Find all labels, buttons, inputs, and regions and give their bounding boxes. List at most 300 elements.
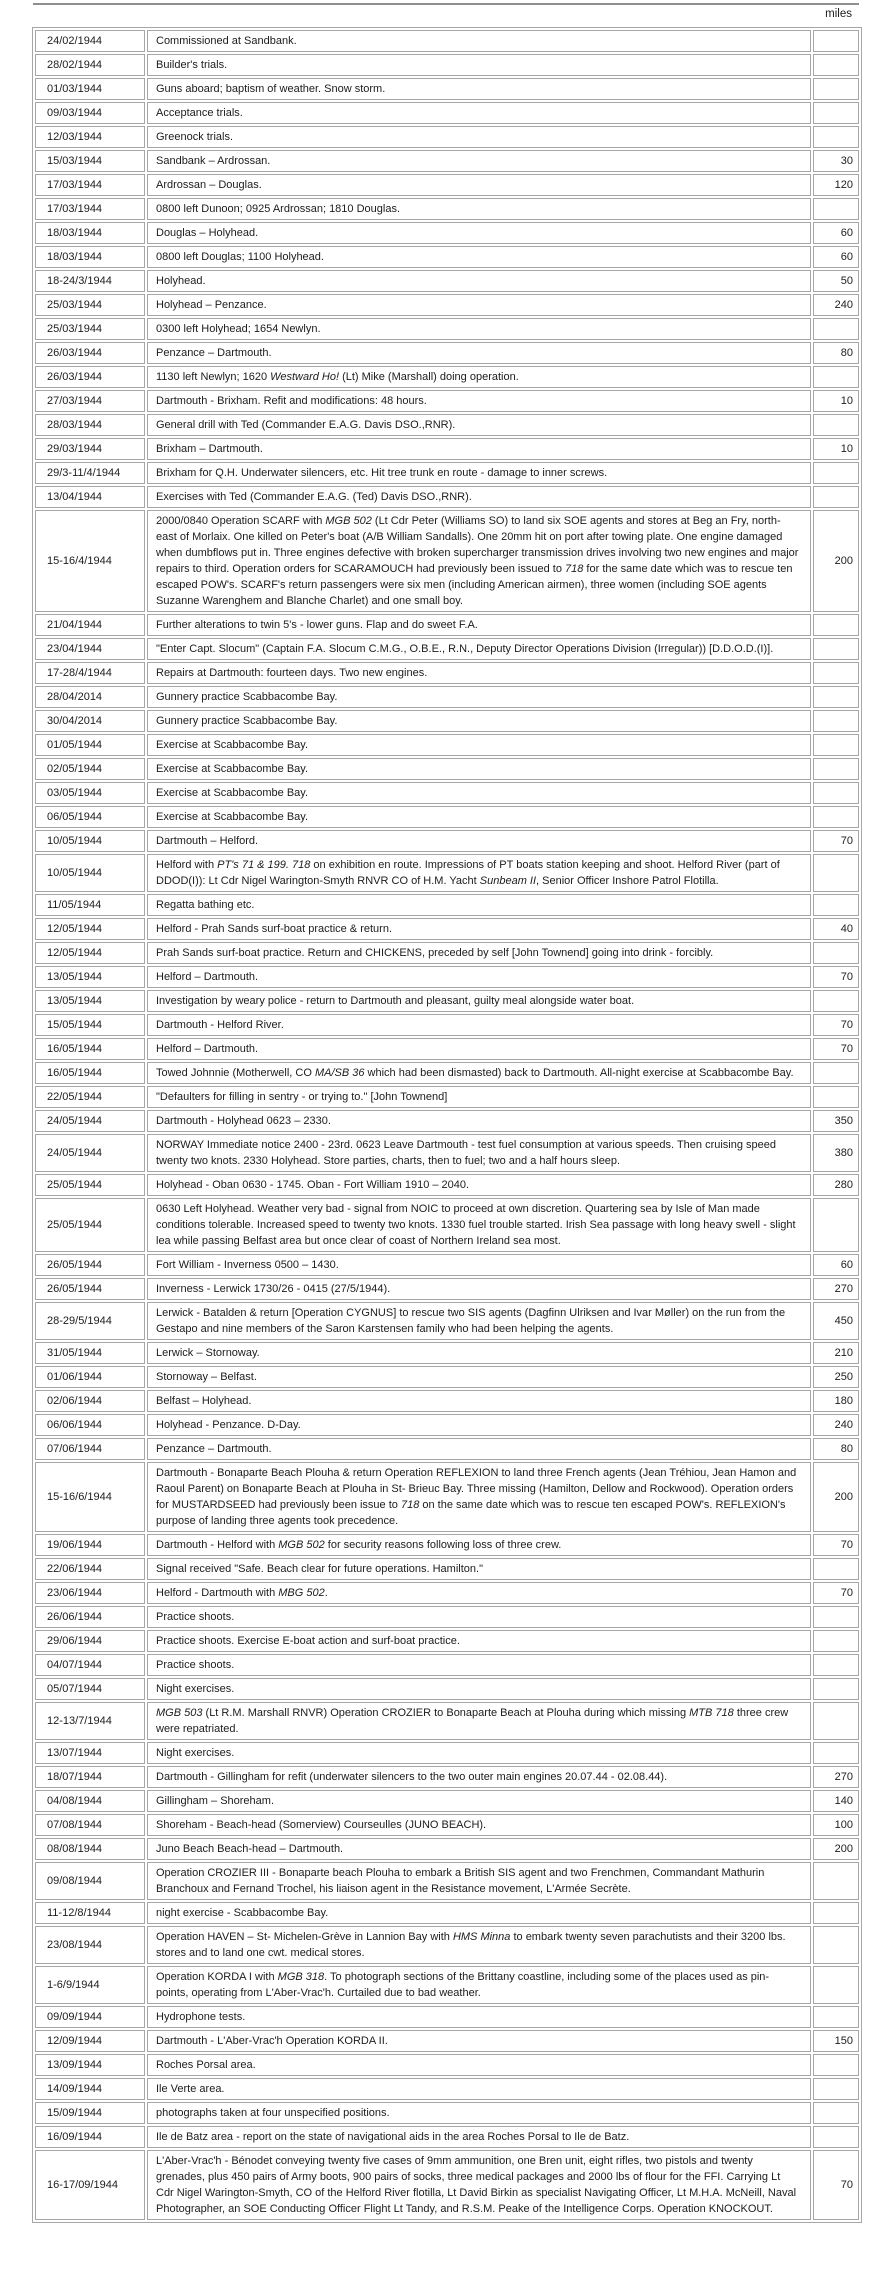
table-row <box>35 1702 859 1740</box>
description-cell: Operation KORDA I with MGB 318. To photograph sections of the Brittany coastline, including some of the places used as pin-points, operating from L'Aber-Vrac'h. Curtailed due to bad weather. <box>147 1966 811 2004</box>
miles-cell <box>813 686 859 708</box>
date-cell: 15-16/6/1944 <box>35 1462 145 1532</box>
date-cell: 06/05/1944 <box>35 806 145 828</box>
table-row <box>35 270 859 292</box>
table-row <box>35 1862 859 1900</box>
date-cell: 24/05/1944 <box>35 1134 145 1172</box>
miles-cell <box>813 126 859 148</box>
table-row <box>35 366 859 388</box>
description-cell: night exercise - Scabbacombe Bay. <box>147 1902 811 1924</box>
description-cell: Operation CROZIER III - Bonaparte beach Plouha to embark a British SIS agent and two Frenchmen, Commandant Mathurin Branchoux and Fernand Trochel, his liaison agent in the Resistance movement, L'Armée Secrète. <box>147 1862 811 1900</box>
date-cell: 12/09/1944 <box>35 2030 145 2052</box>
date-cell: 17/03/1944 <box>35 198 145 220</box>
description-cell: Gunnery practice Scabbacombe Bay. <box>147 710 811 732</box>
description-cell: Regatta bathing etc. <box>147 894 811 916</box>
table-row <box>35 1654 859 1676</box>
miles-cell: 60 <box>813 222 859 244</box>
table-row <box>35 2126 859 2148</box>
table-row <box>35 734 859 756</box>
date-cell: 28/04/2014 <box>35 686 145 708</box>
table-row <box>35 966 859 988</box>
miles-cell: 50 <box>813 270 859 292</box>
description-cell: Lerwick - Batalden & return [Operation CYGNUS] to rescue two SIS agents (Dagfinn Ulriksen and Ivar Møller) on the run from the Gestapo and nine members of the Saron Karstensen family who had been helping the agents. <box>147 1302 811 1340</box>
description-cell: Exercise at Scabbacombe Bay. <box>147 734 811 756</box>
table-row <box>35 1742 859 1764</box>
table-row <box>35 246 859 268</box>
description-cell: Brixham for Q.H. Underwater silencers, etc. Hit tree trunk en route - damage to inner screws. <box>147 462 811 484</box>
table-row <box>35 1534 859 1556</box>
date-cell: 18/03/1944 <box>35 246 145 268</box>
table-row <box>35 1174 859 1196</box>
miles-cell <box>813 1678 859 1700</box>
miles-cell <box>813 1702 859 1740</box>
table-row <box>35 1630 859 1652</box>
date-cell: 18-24/3/1944 <box>35 270 145 292</box>
miles-cell <box>813 614 859 636</box>
miles-cell: 140 <box>813 1790 859 1812</box>
miles-cell <box>813 486 859 508</box>
date-cell: 04/08/1944 <box>35 1790 145 1812</box>
miles-cell: 60 <box>813 246 859 268</box>
description-cell: Dartmouth - Helford River. <box>147 1014 811 1036</box>
vessel-name: MGB 318 <box>277 1971 325 1983</box>
date-cell: 28/03/1944 <box>35 414 145 436</box>
vessel-name: PT's 71 & 199. 718 <box>217 859 311 871</box>
miles-cell: 270 <box>813 1766 859 1788</box>
table-row <box>35 174 859 196</box>
table-row <box>35 1558 859 1580</box>
date-cell: 07/08/1944 <box>35 1814 145 1836</box>
description-cell: Investigation by weary police - return to Dartmouth and pleasant, guilty meal alongside water boat. <box>147 990 811 1012</box>
miles-cell: 120 <box>813 174 859 196</box>
description-cell: Juno Beach Beach-head – Dartmouth. <box>147 1838 811 1860</box>
table-row <box>35 54 859 76</box>
table-row <box>35 294 859 316</box>
table-row <box>35 150 859 172</box>
table-row <box>35 1278 859 1300</box>
miles-cell: 270 <box>813 1278 859 1300</box>
date-cell: 22/06/1944 <box>35 1558 145 1580</box>
description-cell: NORWAY Immediate notice 2400 - 23rd. 0623 Leave Dartmouth - test fuel consumption at various speeds. Then cruising speed twenty two knots. 2330 Holyhead. Store parties, charts, then to fuel; two and a half hours sleep. <box>147 1134 811 1172</box>
table-row <box>35 1254 859 1276</box>
table-row <box>35 390 859 412</box>
table-row <box>35 1926 859 1964</box>
miles-cell <box>813 54 859 76</box>
description-cell: Practice shoots. <box>147 1606 811 1628</box>
table-row <box>35 1606 859 1628</box>
miles-cell <box>813 1742 859 1764</box>
date-cell: 09/09/1944 <box>35 2006 145 2028</box>
vessel-name: MGB 502 <box>278 1539 325 1551</box>
date-cell: 29/06/1944 <box>35 1630 145 1652</box>
description-cell: Penzance – Dartmouth. <box>147 1438 811 1460</box>
table-row <box>35 438 859 460</box>
date-cell: 01/05/1944 <box>35 734 145 756</box>
description-cell: Holyhead - Penzance. D-Day. <box>147 1414 811 1436</box>
miles-cell: 200 <box>813 1838 859 1860</box>
miles-cell <box>813 854 859 892</box>
date-cell: 24/05/1944 <box>35 1110 145 1132</box>
description-cell: General drill with Ted (Commander E.A.G. Davis DSO.,RNR). <box>147 414 811 436</box>
miles-cell: 70 <box>813 1038 859 1060</box>
miles-cell: 10 <box>813 438 859 460</box>
description-cell: Holyhead. <box>147 270 811 292</box>
miles-cell <box>813 414 859 436</box>
description-cell: Douglas – Holyhead. <box>147 222 811 244</box>
date-cell: 15/09/1944 <box>35 2102 145 2124</box>
date-cell: 05/07/1944 <box>35 1678 145 1700</box>
date-cell: 10/05/1944 <box>35 854 145 892</box>
table-row <box>35 1438 859 1460</box>
description-cell: Exercise at Scabbacombe Bay. <box>147 806 811 828</box>
date-cell: 16/05/1944 <box>35 1062 145 1084</box>
description-cell: 0800 left Douglas; 1100 Holyhead. <box>147 246 811 268</box>
miles-cell <box>813 894 859 916</box>
table-row <box>35 1342 859 1364</box>
description-cell: Exercises with Ted (Commander E.A.G. (Ted) Davis DSO.,RNR). <box>147 486 811 508</box>
description-cell: Greenock trials. <box>147 126 811 148</box>
description-cell: Stornoway – Belfast. <box>147 1366 811 1388</box>
miles-cell <box>813 198 859 220</box>
date-cell: 04/07/1944 <box>35 1654 145 1676</box>
description-cell: Dartmouth - L'Aber-Vrac'h Operation KORDA II. <box>147 2030 811 2052</box>
miles-cell: 70 <box>813 2150 859 2220</box>
miles-cell <box>813 758 859 780</box>
description-cell: Helford – Dartmouth. <box>147 1038 811 1060</box>
table-row <box>35 102 859 124</box>
description-cell: Gunnery practice Scabbacombe Bay. <box>147 686 811 708</box>
vessel-name: Sunbeam II <box>479 875 537 887</box>
vessel-name: Westward Ho! <box>270 371 340 383</box>
date-cell: 26/06/1944 <box>35 1606 145 1628</box>
table-row <box>35 1134 859 1172</box>
miles-cell <box>813 2078 859 2100</box>
miles-cell <box>813 1862 859 1900</box>
table-row <box>35 854 859 892</box>
miles-cell <box>813 78 859 100</box>
date-cell: 25/03/1944 <box>35 294 145 316</box>
description-cell: Practice shoots. <box>147 1654 811 1676</box>
log-table-body <box>35 30 859 2220</box>
table-row <box>35 806 859 828</box>
date-cell: 22/05/1944 <box>35 1086 145 1108</box>
date-cell: 16/09/1944 <box>35 2126 145 2148</box>
description-cell: Exercise at Scabbacombe Bay. <box>147 782 811 804</box>
miles-cell: 80 <box>813 342 859 364</box>
miles-cell: 40 <box>813 918 859 940</box>
description-cell: MGB 503 (Lt R.M. Marshall RNVR) Operation CROZIER to Bonaparte Beach at Plouha during which missing MTB 718 three crew were repatriated. <box>147 1702 811 1740</box>
date-cell: 26/05/1944 <box>35 1278 145 1300</box>
table-row <box>35 1582 859 1604</box>
date-cell: 30/04/2014 <box>35 710 145 732</box>
miles-cell <box>813 990 859 1012</box>
description-cell: "Defaulters for filling in sentry - or trying to." [John Townend] <box>147 1086 811 1108</box>
miles-cell <box>813 710 859 732</box>
table-row <box>35 1086 859 1108</box>
date-cell: 27/03/1944 <box>35 390 145 412</box>
miles-cell: 200 <box>813 1462 859 1532</box>
date-cell: 25/05/1944 <box>35 1198 145 1252</box>
table-row <box>35 30 859 52</box>
date-cell: 13/07/1944 <box>35 1742 145 1764</box>
description-cell: Ardrossan – Douglas. <box>147 174 811 196</box>
date-cell: 09/08/1944 <box>35 1862 145 1900</box>
miles-cell: 280 <box>813 1174 859 1196</box>
voyage-log-table <box>32 27 862 2223</box>
miles-cell: 380 <box>813 1134 859 1172</box>
miles-cell <box>813 30 859 52</box>
description-cell: Towed Johnnie (Motherwell, CO MA/SB 36 which had been dismasted) back to Dartmouth. All-night exercise at Scabbacombe Bay. <box>147 1062 811 1084</box>
table-row <box>35 638 859 660</box>
vessel-name: MTB 718 <box>689 1707 734 1719</box>
table-row <box>35 78 859 100</box>
description-cell: Gillingham – Shoreham. <box>147 1790 811 1812</box>
description-cell: Operation HAVEN – St- Michelen-Grève in Lannion Bay with HMS Minna to embark twenty seven parachutists and their 3200 lbs. stores and to land one cwt. medical stores. <box>147 1926 811 1964</box>
date-cell: 1-6/9/1944 <box>35 1966 145 2004</box>
description-cell: 1130 left Newlyn; 1620 Westward Ho! (Lt) Mike (Marshall) doing operation. <box>147 366 811 388</box>
description-cell: Shoreham - Beach-head (Somerview) Courseulles (JUNO BEACH). <box>147 1814 811 1836</box>
table-row <box>35 1966 859 2004</box>
table-row <box>35 1902 859 1924</box>
miles-cell <box>813 2006 859 2028</box>
table-row <box>35 1198 859 1252</box>
miles-cell <box>813 2126 859 2148</box>
description-cell: Further alterations to twin 5's - lower guns. Flap and do sweet F.A. <box>147 614 811 636</box>
miles-cell <box>813 1558 859 1580</box>
date-cell: 18/07/1944 <box>35 1766 145 1788</box>
date-cell: 08/08/1944 <box>35 1838 145 1860</box>
miles-cell: 450 <box>813 1302 859 1340</box>
table-row <box>35 1766 859 1788</box>
miles-cell <box>813 662 859 684</box>
table-row <box>35 1678 859 1700</box>
table-row <box>35 2006 859 2028</box>
table-row <box>35 710 859 732</box>
miles-cell: 100 <box>813 1814 859 1836</box>
table-row <box>35 942 859 964</box>
description-cell: Dartmouth - Gillingham for refit (underwater silencers to the two outer main engines 20.07.44 - 02.08.44). <box>147 1766 811 1788</box>
miles-cell <box>813 366 859 388</box>
date-cell: 28/02/1944 <box>35 54 145 76</box>
description-cell: Lerwick – Stornoway. <box>147 1342 811 1364</box>
date-cell: 31/05/1944 <box>35 1342 145 1364</box>
date-cell: 15/05/1944 <box>35 1014 145 1036</box>
miles-cell: 210 <box>813 1342 859 1364</box>
description-cell: Helford – Dartmouth. <box>147 966 811 988</box>
description-cell: Brixham – Dartmouth. <box>147 438 811 460</box>
table-row <box>35 1814 859 1836</box>
date-cell: 01/03/1944 <box>35 78 145 100</box>
description-cell: Dartmouth - Helford with MGB 502 for security reasons following loss of three crew. <box>147 1534 811 1556</box>
description-cell: Dartmouth – Helford. <box>147 830 811 852</box>
table-row <box>35 2054 859 2076</box>
miles-cell <box>813 1086 859 1108</box>
miles-cell <box>813 1654 859 1676</box>
description-cell: Prah Sands surf-boat practice. Return and CHICKENS, preceded by self [John Townend] going into drink - forcibly. <box>147 942 811 964</box>
date-cell: 26/03/1944 <box>35 342 145 364</box>
page-top-rule <box>33 3 859 5</box>
description-cell: Helford - Prah Sands surf-boat practice & return. <box>147 918 811 940</box>
date-cell: 12-13/7/1944 <box>35 1702 145 1740</box>
date-cell: 14/09/1944 <box>35 2078 145 2100</box>
table-row <box>35 1302 859 1340</box>
miles-cell <box>813 462 859 484</box>
table-row <box>35 918 859 940</box>
table-row <box>35 2150 859 2220</box>
miles-cell <box>813 638 859 660</box>
description-cell: Holyhead – Penzance. <box>147 294 811 316</box>
date-cell: 16/05/1944 <box>35 1038 145 1060</box>
vessel-name: HMS Minna <box>452 1931 511 1943</box>
date-cell: 11/05/1944 <box>35 894 145 916</box>
date-cell: 16-17/09/1944 <box>35 2150 145 2220</box>
date-cell: 06/06/1944 <box>35 1414 145 1436</box>
table-row <box>35 1390 859 1412</box>
miles-cell: 250 <box>813 1366 859 1388</box>
date-cell: 15-16/4/1944 <box>35 510 145 612</box>
table-row <box>35 342 859 364</box>
table-row <box>35 198 859 220</box>
date-cell: 24/02/1944 <box>35 30 145 52</box>
miles-cell <box>813 806 859 828</box>
date-cell: 25/03/1944 <box>35 318 145 340</box>
date-cell: 13/05/1944 <box>35 990 145 1012</box>
date-cell: 26/05/1944 <box>35 1254 145 1276</box>
table-row <box>35 2102 859 2124</box>
description-cell: Sandbank – Ardrossan. <box>147 150 811 172</box>
table-row <box>35 1038 859 1060</box>
miles-cell: 150 <box>813 2030 859 2052</box>
miles-cell <box>813 942 859 964</box>
miles-cell <box>813 1966 859 2004</box>
miles-cell <box>813 318 859 340</box>
table-row <box>35 414 859 436</box>
date-cell: 23/08/1944 <box>35 1926 145 1964</box>
table-row <box>35 758 859 780</box>
table-row <box>35 1366 859 1388</box>
table-row <box>35 894 859 916</box>
description-cell: Repairs at Dartmouth: fourteen days. Two new engines. <box>147 662 811 684</box>
description-cell: 0800 left Dunoon; 0925 Ardrossan; 1810 Douglas. <box>147 198 811 220</box>
miles-cell: 80 <box>813 1438 859 1460</box>
description-cell: 2000/0840 Operation SCARF with MGB 502 (Lt Cdr Peter (Williams SO) to land six SOE agents and stores at Beg an Fry, north-east of Morlaix. One killed on Peter's boat (A/B William Sandalls). One 20mm hit on port after towing plate. One engine damaged when dumbflows put in. Three engines defective with broken supercharger transmission drives involving two new engines and major repairs to third. Operation orders for SCARAMOUCH had previously been issued to 718 for the same date which was to rescue ten escaped POW's. SCARF's return passengers were six men (including American airmen), three women (including SOE agents Suzanne Warenghem and Blanche Charlet) and one small boy. <box>147 510 811 612</box>
table-row <box>35 1014 859 1036</box>
miles-cell <box>813 1926 859 1964</box>
date-cell: 29/3-11/4/1944 <box>35 462 145 484</box>
date-cell: 12/05/1944 <box>35 942 145 964</box>
description-cell: Guns aboard; baptism of weather. Snow storm. <box>147 78 811 100</box>
miles-cell: 240 <box>813 294 859 316</box>
miles-cell <box>813 1198 859 1252</box>
date-cell: 26/03/1944 <box>35 366 145 388</box>
miles-cell: 10 <box>813 390 859 412</box>
date-cell: 02/05/1944 <box>35 758 145 780</box>
table-row <box>35 782 859 804</box>
miles-cell <box>813 2102 859 2124</box>
table-row <box>35 1462 859 1532</box>
table-row <box>35 1414 859 1436</box>
table-row <box>35 318 859 340</box>
table-row <box>35 614 859 636</box>
description-cell: Holyhead - Oban 0630 - 1745. Oban - Fort William 1910 – 2040. <box>147 1174 811 1196</box>
table-row <box>35 2078 859 2100</box>
description-cell: Acceptance trials. <box>147 102 811 124</box>
miles-cell: 70 <box>813 966 859 988</box>
description-cell: Helford - Dartmouth with MBG 502. <box>147 1582 811 1604</box>
description-cell: Dartmouth - Bonaparte Beach Plouha & return Operation REFLEXION to land three French agents (Jean Tréhiou, Jean Hamon and Raoul Parent) on Bonaparte Beach at Plouha in St- Brieuc Bay. Three missing (Hamilton, Dellow and Rockwood). Operation orders for MUSTARDSEED had previously been issue to 718 on the same date which was to rescue ten escaped POW's. REFLEXION's purpose of landing three agents took precedence. <box>147 1462 811 1532</box>
vessel-name: 718 <box>565 563 584 575</box>
miles-cell: 350 <box>813 1110 859 1132</box>
miles-cell <box>813 782 859 804</box>
date-cell: 17/03/1944 <box>35 174 145 196</box>
table-row <box>35 1110 859 1132</box>
description-cell: Night exercises. <box>147 1742 811 1764</box>
miles-cell: 70 <box>813 1534 859 1556</box>
table-row <box>35 462 859 484</box>
table-row <box>35 1790 859 1812</box>
miles-column-header: miles <box>825 8 852 20</box>
table-row <box>35 662 859 684</box>
description-cell: Builder's trials. <box>147 54 811 76</box>
description-cell: Commissioned at Sandbank. <box>147 30 811 52</box>
miles-cell: 240 <box>813 1414 859 1436</box>
miles-cell <box>813 1630 859 1652</box>
table-row <box>35 510 859 612</box>
date-cell: 09/03/1944 <box>35 102 145 124</box>
date-cell: 11-12/8/1944 <box>35 1902 145 1924</box>
description-cell: Night exercises. <box>147 1678 811 1700</box>
description-cell: Fort William - Inverness 0500 – 1430. <box>147 1254 811 1276</box>
description-cell: L'Aber-Vrac'h - Bénodet conveying twenty five cases of 9mm ammunition, one Bren unit, eight rifles, two pistols and twenty grenades, plus 450 pairs of Army boots, 900 pairs of socks, three medical packages and 2000 lbs of flour for the FFI. Carrying Lt Cdr Nigel Warington-Smyth, CO of the Helford River flotilla, Lt David Birkin as specialist Navigating Officer, Lt M.H.A. McNeill, Naval Photographer, an SOE Conducting Officer Flight Lt Tandy, and R.S.M. Peake of the Intelligence Corps. Operation KNOCKOUT. <box>147 2150 811 2220</box>
date-cell: 25/05/1944 <box>35 1174 145 1196</box>
table-row <box>35 830 859 852</box>
date-cell: 19/06/1944 <box>35 1534 145 1556</box>
date-cell: 02/06/1944 <box>35 1390 145 1412</box>
vessel-name: MBG 502 <box>278 1587 325 1599</box>
miles-cell <box>813 102 859 124</box>
date-cell: 13/04/1944 <box>35 486 145 508</box>
miles-cell <box>813 2054 859 2076</box>
table-row <box>35 222 859 244</box>
description-cell: Dartmouth - Holyhead 0623 – 2330. <box>147 1110 811 1132</box>
miles-cell <box>813 1902 859 1924</box>
date-cell: 10/05/1944 <box>35 830 145 852</box>
date-cell: 13/05/1944 <box>35 966 145 988</box>
table-row <box>35 990 859 1012</box>
miles-cell: 70 <box>813 1014 859 1036</box>
vessel-name: MGB 503 <box>156 1707 203 1719</box>
description-cell: Ile Verte area. <box>147 2078 811 2100</box>
date-cell: 17-28/4/1944 <box>35 662 145 684</box>
date-cell: 01/06/1944 <box>35 1366 145 1388</box>
description-cell: Roches Porsal area. <box>147 2054 811 2076</box>
date-cell: 15/03/1944 <box>35 150 145 172</box>
description-cell: 0630 Left Holyhead. Weather very bad - signal from NOIC to proceed at own discretion. Quartering sea by Isle of Man made conditions tolerable. Increased speed to twenty two knots. 1330 fuel trouble started. Irish Sea passage with long heavy swell - slight lea while passing Belfast area but once clear of coast of Northern Ireland sea most. <box>147 1198 811 1252</box>
date-cell: 07/06/1944 <box>35 1438 145 1460</box>
miles-cell: 200 <box>813 510 859 612</box>
table-row <box>35 1838 859 1860</box>
date-cell: 12/05/1944 <box>35 918 145 940</box>
table-row <box>35 2030 859 2052</box>
miles-cell: 180 <box>813 1390 859 1412</box>
description-cell: Practice shoots. Exercise E-boat action and surf-boat practice. <box>147 1630 811 1652</box>
miles-cell <box>813 1606 859 1628</box>
table-row <box>35 686 859 708</box>
description-cell: Signal received "Safe. Beach clear for future operations. Hamilton." <box>147 1558 811 1580</box>
vessel-name: MGB 502 <box>325 515 372 527</box>
date-cell: 23/04/1944 <box>35 638 145 660</box>
description-cell: Helford with PT's 71 & 199. 718 on exhibition en route. Impressions of PT boats station keeping and shoot. Helford River (part of DDOD(I)): Lt Cdr Nigel Warington-Smyth RNVR CO of H.M. Yacht Sunbeam II, Senior Officer Inshore Patrol Flotilla. <box>147 854 811 892</box>
